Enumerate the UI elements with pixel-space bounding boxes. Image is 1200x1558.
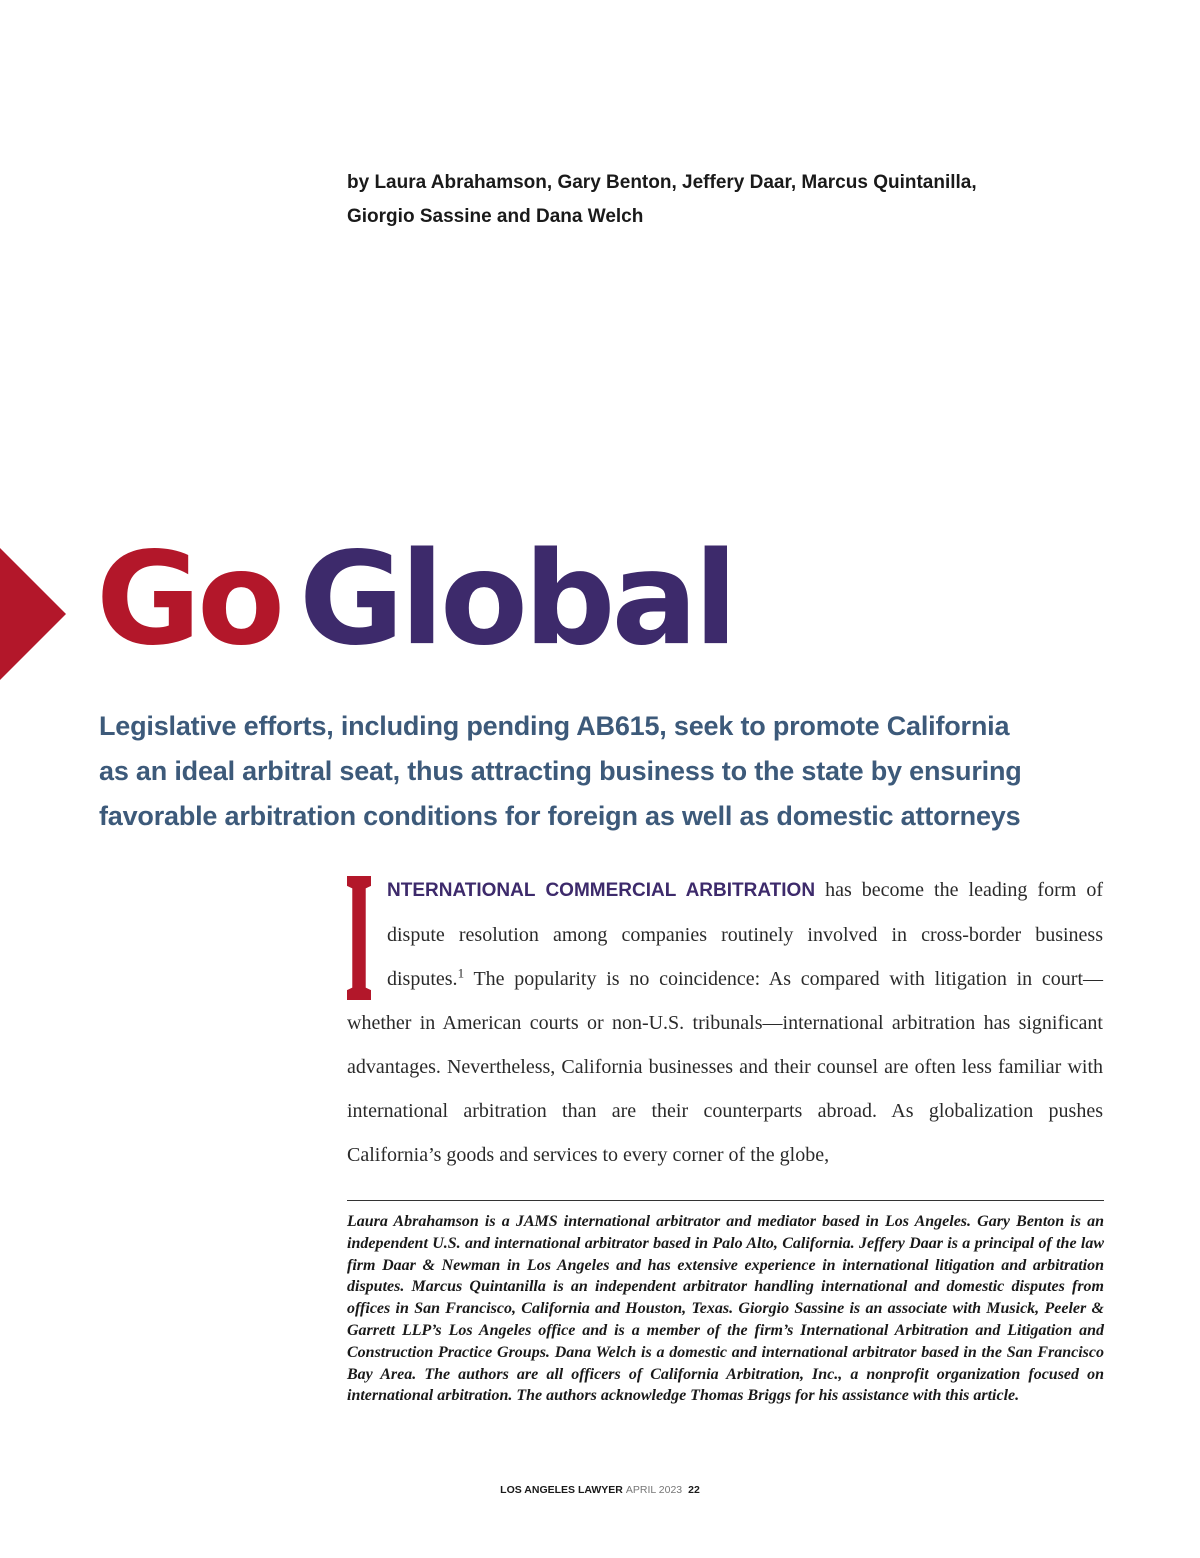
footer-page-number: 22	[688, 1484, 700, 1496]
article-text-1: has become the leading form of dispute resolution among companies routinely involved in cross-border business disputes.	[387, 879, 1103, 990]
article-body	[347, 868, 1103, 1177]
page-footer	[0, 1484, 1200, 1496]
headline-word-go: Go	[96, 525, 281, 674]
headline-word-global: Global	[299, 525, 734, 674]
deck-line-1: Legislative efforts, including pending AB615, seek to promote California	[99, 711, 1010, 741]
drop-cap-i	[347, 876, 371, 1000]
footer-date: APRIL 2023	[625, 1484, 683, 1496]
deck-subheading	[99, 704, 1109, 839]
footer-magazine: LOS ANGELES LAWYER	[500, 1484, 623, 1496]
footnote-ref: 1	[457, 965, 465, 981]
byline	[347, 166, 1127, 234]
headline	[96, 520, 734, 680]
byline-line-2: Giorgio Sassine and Dana Welch	[347, 206, 644, 227]
article-text-2: The popularity is no coincidence: As compared with litigation in court—whether in American courts or non-U.S. tribunals—international arbitration has significant advantages. Nevertheless, California businesses and their counsel are often less familiar with international arbitration than are their counterparts abroad. As globalization pushes California’s goods and services to every corner of the globe,	[347, 968, 1103, 1166]
red-arrow-marker	[0, 548, 66, 680]
deck-line-2: as an ideal arbitral seat, thus attracting business to the state by ensuring	[99, 756, 1022, 786]
deck-line-3: favorable arbitration conditions for foreign as well as domestic attorneys	[99, 801, 1021, 831]
byline-line-1: by Laura Abrahamson, Gary Benton, Jeffery Daar, Marcus Quintanilla,	[347, 172, 977, 193]
article-lead-in: NTERNATIONAL COMMERCIAL ARBITRATION	[387, 880, 816, 901]
bio-divider	[347, 1200, 1104, 1201]
author-bio: Laura Abrahamson is a JAMS international arbitrator and mediator based in Los Angeles. Gary Benton is an independent U.S. and international arbitrator based in Palo Alto, California. Jeffery Daar is a principal of the law firm Daar & Newman in Los Angeles and has extensive experience in international litigation and arbitration disputes. Marcus Quintanilla is an independent arbitrator handling international and domestic disputes from offices in San Francisco, California and Houston, Texas. Giorgio Sassine is an associate with Musick, Peeler & Garrett LLP’s Los Angeles office and is a member of the firm’s International Arbitration and Litigation and Construction Practice Groups. Dana Welch is a domestic and international arbitrator based in the San Francisco Bay Area. The authors are all officers of California Arbitration, Inc., a nonprofit organization focused on international arbitration. The authors acknowledge Thomas Briggs for his assistance with this article.	[347, 1213, 1104, 1405]
